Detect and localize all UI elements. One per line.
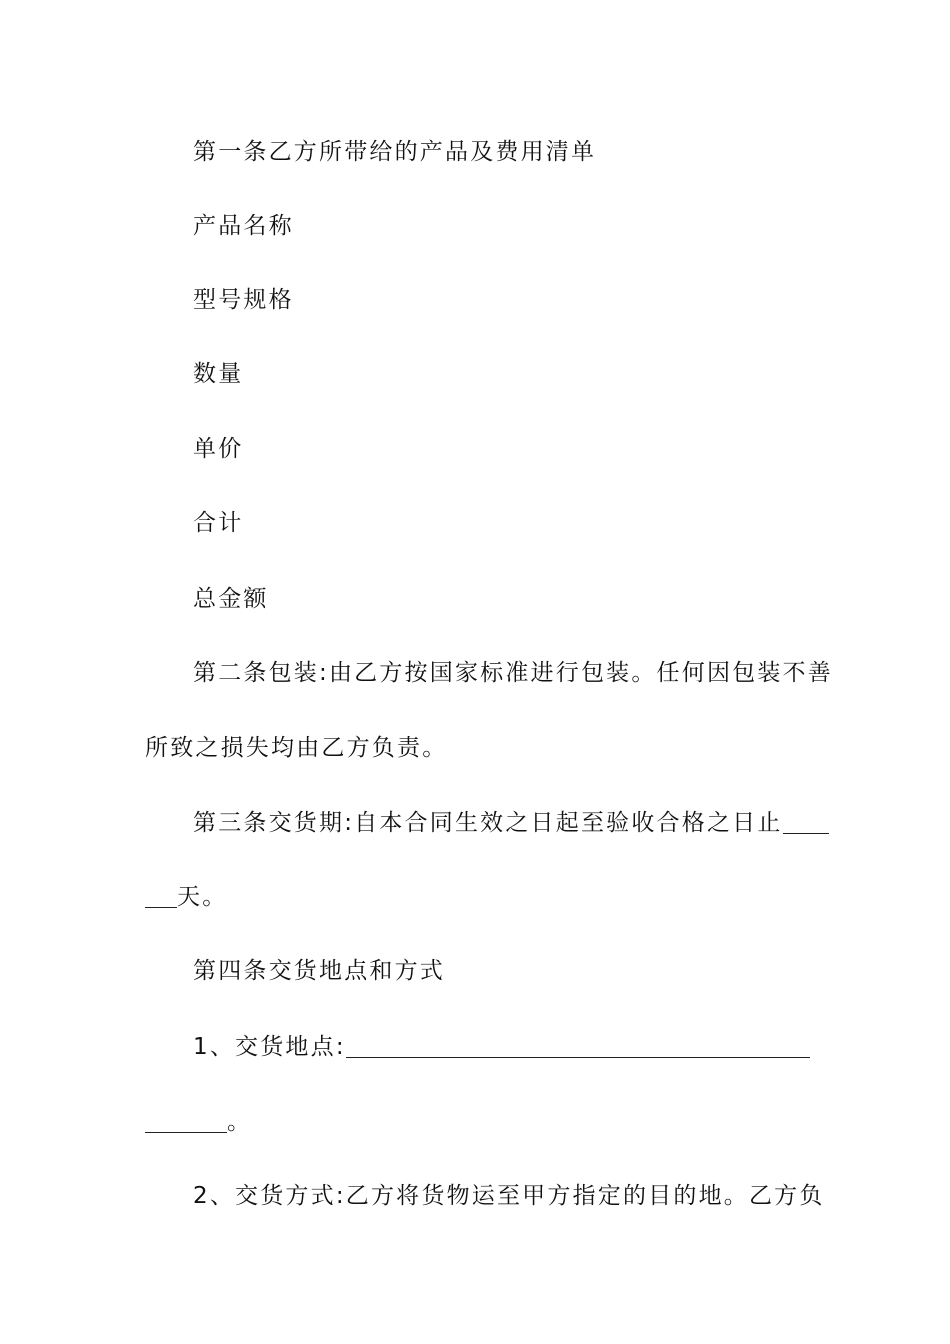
article-1-heading: 第一条乙方所带给的产品及费用清单 [193,139,597,165]
delivery-place-blank-part-1 [346,1056,810,1058]
field-model-spec: 型号规格 [193,287,294,313]
delivery-method-line-1: 2、交货方式:乙方将货物运至甲方指定的目的地。乙方负 [193,1183,825,1209]
article-3-line-1 [193,808,807,838]
field-product-name: 产品名称 [193,213,294,239]
article-2-line-1: 第二条包装:由乙方按国家标准进行包装。任何因包装不善 [193,660,833,686]
article-3-text: 第三条交货期:自本合同生效之日起至验收合格之日止 [193,810,783,836]
field-subtotal: 合计 [193,510,244,536]
delivery-place-label: 1、交货地点: [193,1034,346,1060]
delivery-place-blank-part-2 [145,1131,227,1133]
field-total-amount: 总金额 [193,586,269,612]
article-3-line-2 [145,882,807,912]
delivery-place-line-1 [193,1032,807,1062]
delivery-place-period: 。 [227,1109,253,1135]
delivery-days-blank-part-2 [145,906,177,908]
delivery-place-line-2 [145,1107,807,1137]
field-unit-price: 单价 [193,436,244,462]
article-4-heading: 第四条交货地点和方式 [193,958,445,984]
delivery-days-blank-part-1 [783,832,829,834]
article-2-line-2: 所致之损失均由乙方负责。 [145,735,448,761]
days-unit: 天。 [177,884,228,910]
field-quantity: 数量 [193,361,244,387]
